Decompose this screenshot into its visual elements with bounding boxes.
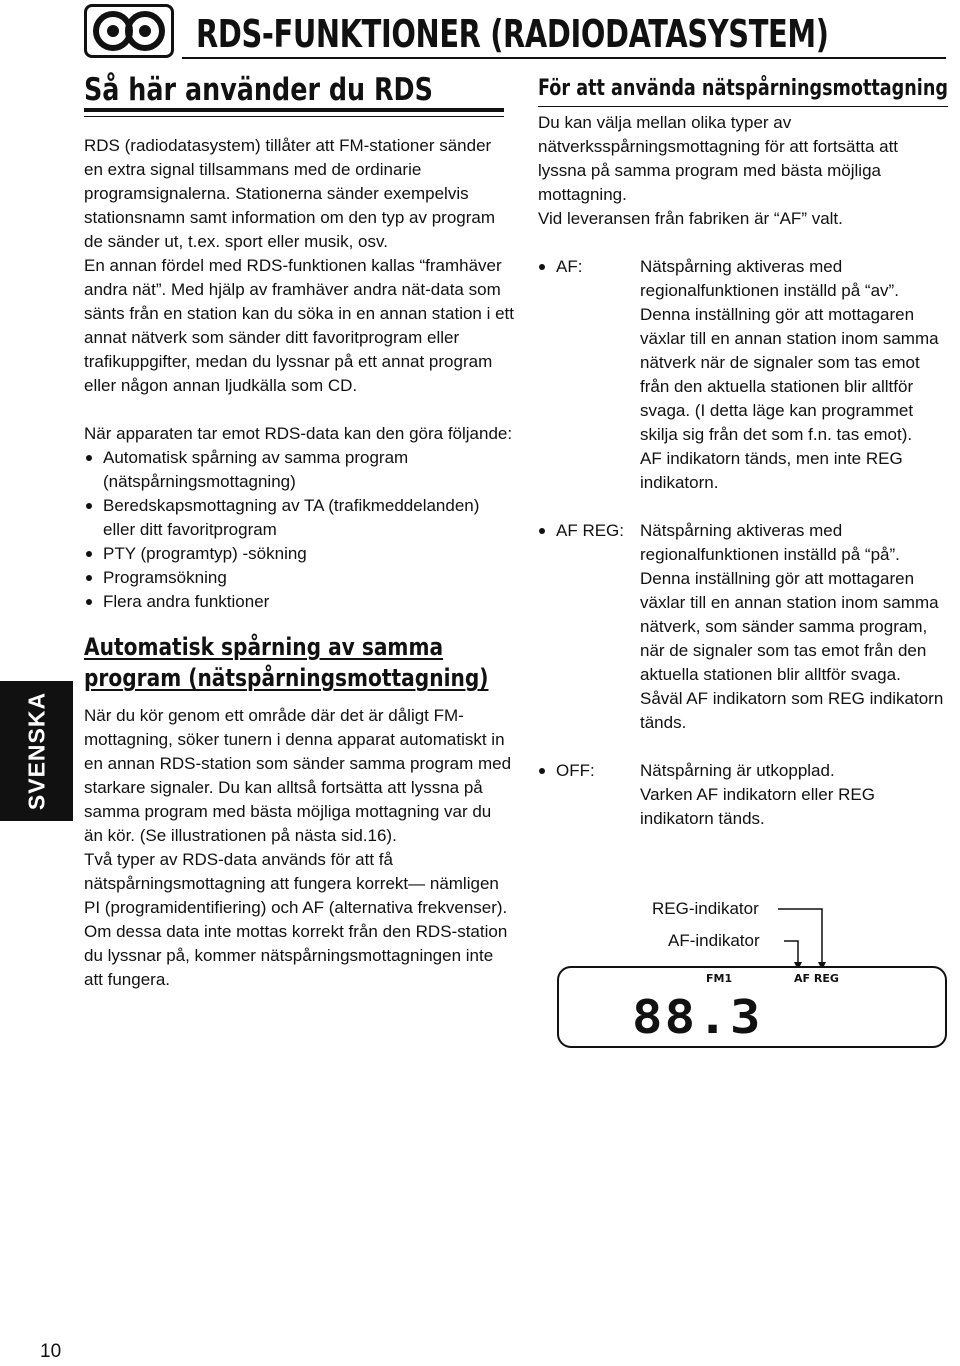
option-text: Nätspårning aktiveras med regionalfunktionen inställd på “på”. Denna inställning gör att mottagaren växlar till en annan station inom samma nätverk, som sänder samma program, när de signaler som tas emot från den aktuella stationen blir alltför svaga. xyxy=(640,521,939,684)
subsection-paragraph-3: Om dessa data inte mottas korrekt från den RDS-station du lyssnar på, kommer nätspårningsmottagningen inte att fungera. xyxy=(84,922,508,989)
language-tab-label: SVENSKA xyxy=(23,691,49,811)
option-text: Nätspårning är utkopplad. xyxy=(640,761,835,780)
left-column xyxy=(84,134,514,992)
band-label: FM1 xyxy=(706,972,733,985)
section-divider-right xyxy=(538,106,948,107)
list-item: Flera andra funktioner xyxy=(84,590,514,614)
subsection-heading-line-1: Automatisk spårning av samma xyxy=(84,633,444,661)
language-tab xyxy=(0,681,73,821)
right-column xyxy=(538,111,950,831)
option-description xyxy=(640,255,950,495)
section-heading-af: För att använda nätspårningsmottagning xyxy=(538,76,948,101)
frequency-readout: 88.3 xyxy=(632,990,763,1044)
features-intro: När apparaten tar emot RDS-data kan den göra följande: xyxy=(84,424,513,443)
af-reg-indicator: AF REG xyxy=(794,972,839,985)
af-default-note: Vid leveransen från fabriken är “AF” valt. xyxy=(538,209,843,228)
list-item: Automatisk spårning av samma program (nätspårningsmottagning) xyxy=(84,446,514,494)
rds-logo-icon xyxy=(84,4,174,58)
section-divider-thick xyxy=(84,108,504,112)
section-heading-rds: Så här använder du RDS xyxy=(84,72,433,108)
subsection-paragraph-1: När du kör genom ett område där det är dåligt FM-mottagning, söker tunern i denna apparat automatiskt in en annan RDS-station som sänder samma program med starkare signaler. Du kan alltså fortsätta att lyssna på samma program med bästa möjliga mottagning var du än kör. (Se illustrationen på nästa sid.16). xyxy=(84,706,512,845)
page-title: RDS-FUNKTIONER (RADIODATASYSTEM) xyxy=(196,12,829,56)
subsection-heading-line-2: program (nätspårningsmottagning) xyxy=(84,664,489,692)
subsection-paragraph-2: Två typer av RDS-data används för att få nätspårningsmottagning att fungera korrekt— nämligen PI (programidentifiering) och AF (alternativa frekvenser). xyxy=(84,850,508,917)
af-indicator-callout: AF-indikator xyxy=(668,931,760,950)
list-item: PTY (programtyp) -sökning xyxy=(84,542,514,566)
callout-leader-lines xyxy=(770,900,840,972)
option-indicator-note: Varken AF indikatorn eller REG indikatorn tänds. xyxy=(640,785,875,828)
option-key: AF: xyxy=(538,255,640,495)
option-indicator-note: AF indikatorn tänds, men inte REG indikatorn. xyxy=(640,449,903,492)
option-key: OFF: xyxy=(538,759,640,831)
af-intro-paragraph: Du kan välja mellan olika typer av nätverksspårningsmottagning för att fortsätta att lyssna på samma program med bästa möjliga mottagning. xyxy=(538,113,899,204)
option-af xyxy=(538,255,950,495)
list-item: Programsökning xyxy=(84,566,514,590)
option-text: Nätspårning aktiveras med regionalfunktionen inställd på “av”. Denna inställning gör att mottagaren växlar till en annan station inom samma nätverk när de signaler som tas emot från den aktuella stationen blir alltför svaga. (I detta läge kan programmet skilja sig från det som f.n. tas emot). xyxy=(640,257,939,444)
intro-paragraph-2: En annan fördel med RDS-funktionen kallas “framhäver andra nät”. Med hjälp av framhäver andra nät-data som sänts från en station kan du söka in en annan station i ett annat nätverk som sänder ditt favoritprogram eller trafikuppgifter, medan du lyssnar på ett annat program eller någon annan ljudkälla som CD. xyxy=(84,256,515,395)
option-off xyxy=(538,759,950,831)
list-item: Beredskapsmottagning av TA (trafikmeddelanden) eller ditt favoritprogram xyxy=(84,494,514,542)
option-indicator-note: Såväl AF indikatorn som REG indikatorn tänds. xyxy=(640,689,944,732)
section-divider-thin xyxy=(84,116,504,117)
title-divider xyxy=(182,57,946,59)
reg-indicator-callout: REG-indikator xyxy=(652,899,759,918)
option-af-reg xyxy=(538,519,950,735)
option-description xyxy=(640,759,950,831)
option-description xyxy=(640,519,950,735)
page-number: 10 xyxy=(40,1341,62,1362)
feature-list xyxy=(84,446,514,614)
subsection-heading xyxy=(84,632,489,694)
intro-paragraph: RDS (radiodatasystem) tillåter att FM-stationer sänder en extra signal tillsammans med de ordinarie programsignalerna. Stationerna sänder exempelvis stationsnamn samt information om den typ av program de sänder ut, t.ex. sport eller musik, osv. xyxy=(84,136,496,251)
option-key: AF REG: xyxy=(538,519,640,735)
